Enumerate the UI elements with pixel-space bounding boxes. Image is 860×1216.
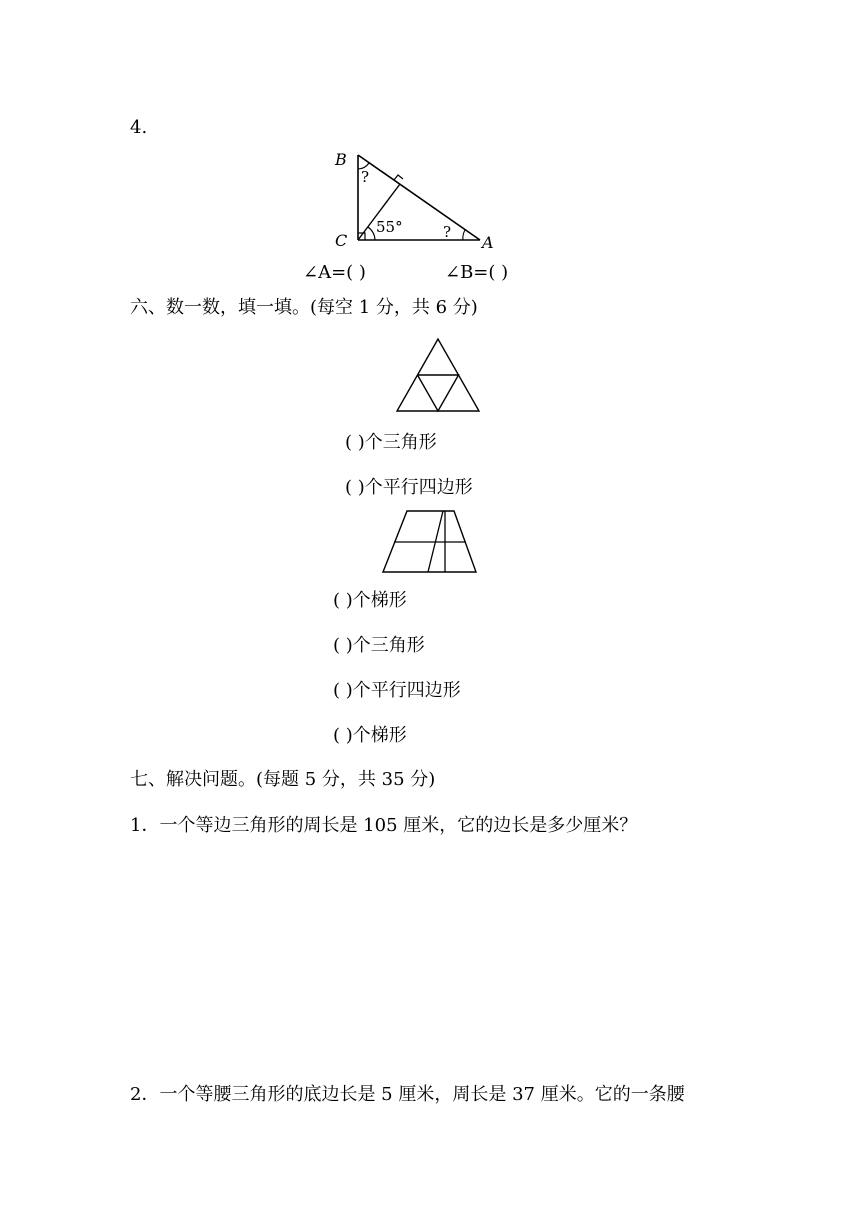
fig2-blank-trapezoids-2: ( )个梯形 xyxy=(333,725,407,746)
vertex-label-a: A xyxy=(482,233,494,252)
triangle-figure xyxy=(393,335,483,415)
problem-4-number: 4. xyxy=(130,117,148,138)
angle-55-label: 55° xyxy=(376,218,403,236)
section-6-heading: 六、数一数，填一填。(每空 1 分，共 6 分) xyxy=(130,297,478,318)
right-angle-mark-d xyxy=(394,175,403,180)
inner-triangle xyxy=(418,375,459,411)
angle-a-question: ? xyxy=(443,223,452,241)
vertex-label-b: B xyxy=(335,150,347,169)
section-7-heading: 七、解决问题。(每题 5 分，共 35 分) xyxy=(130,769,436,790)
question-1: 1．一个等边三角形的周长是 105 厘米，它的边长是多少厘米？ xyxy=(130,815,638,836)
fig1-blank-triangles: ( )个三角形 xyxy=(345,432,437,453)
angle-arc-a xyxy=(463,230,465,240)
vertex-label-c: C xyxy=(335,231,348,250)
trapezoid-figure xyxy=(380,508,480,576)
question-2: 2．一个等腰三角形的底边长是 5 厘米，周长是 37 厘米。它的一条腰 xyxy=(130,1084,685,1105)
angle-b-question: ? xyxy=(361,168,370,186)
fig2-blank-triangles: ( )个三角形 xyxy=(333,635,425,656)
right-triangle-diagram xyxy=(330,145,530,260)
answer-angle-a: ∠A=( ) xyxy=(303,262,366,283)
angle-arc-c xyxy=(368,227,375,240)
fig2-blank-trapezoids: ( )个梯形 xyxy=(333,590,407,611)
fig2-blank-parallelograms: ( )个平行四边形 xyxy=(333,680,461,701)
fig1-blank-parallelograms: ( )个平行四边形 xyxy=(345,477,473,498)
answer-angle-b: ∠B=( ) xyxy=(445,262,509,283)
